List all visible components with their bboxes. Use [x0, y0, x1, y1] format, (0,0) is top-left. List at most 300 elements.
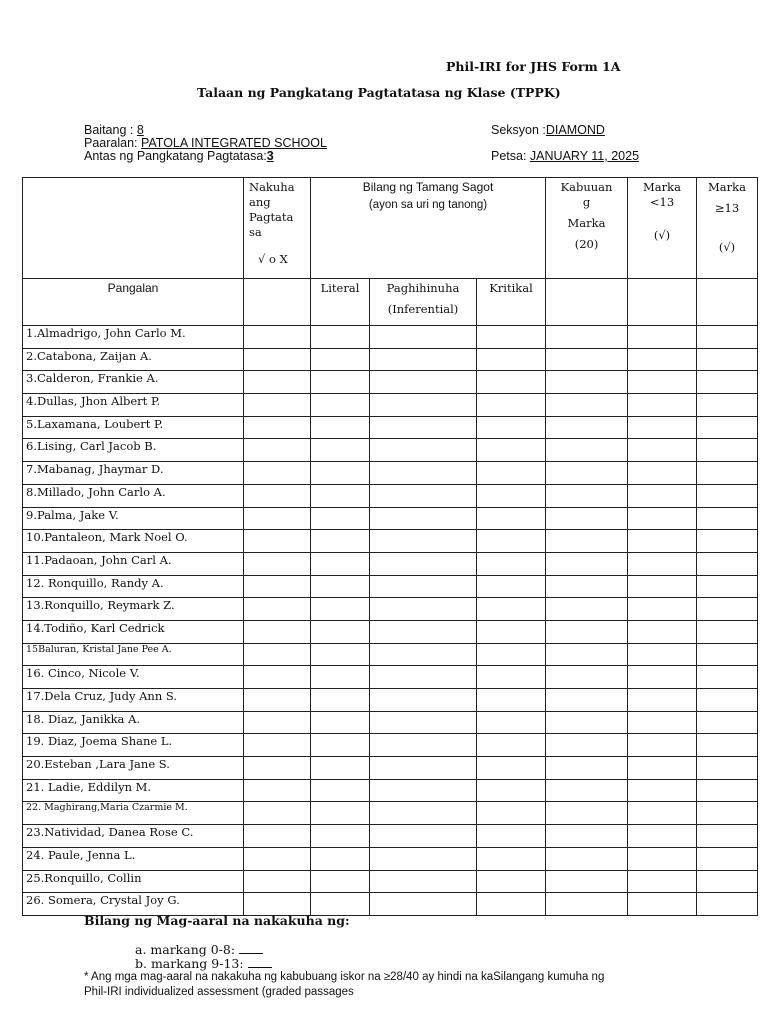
student-name: 5.Laxamana, Loubert P. — [23, 416, 244, 439]
kritikal-cell[interactable] — [477, 620, 546, 643]
marka-ge13-cell[interactable] — [697, 643, 758, 666]
paghihinuha-cell[interactable] — [370, 439, 477, 462]
nakuha-cell[interactable] — [244, 734, 311, 757]
marka-lt13-cell[interactable] — [628, 825, 697, 848]
nakuha-line: ang — [249, 195, 271, 209]
marka-ge13-cell[interactable] — [697, 666, 758, 689]
header-row — [23, 178, 758, 279]
marka-lt13-cell[interactable] — [628, 598, 697, 621]
kritikal-cell[interactable] — [477, 779, 546, 802]
student-row — [23, 757, 758, 780]
paghihinuha-cell[interactable] — [370, 689, 477, 712]
literal-cell[interactable] — [311, 734, 370, 757]
student-name: 14.Todiño, Karl Cedrick — [23, 620, 244, 643]
paghihinuha-cell[interactable] — [370, 394, 477, 417]
petsa-value: JANUARY 11, 2025 — [529, 149, 640, 163]
paghihinuha-cell[interactable] — [370, 326, 477, 349]
subheader-blank-cell — [546, 279, 628, 326]
marka-ge13-cell[interactable] — [697, 779, 758, 802]
marka-ge13-cell[interactable] — [697, 870, 758, 893]
kritikal-cell[interactable] — [477, 847, 546, 870]
student-row — [23, 893, 758, 916]
nakuha-check-mark: √ o X — [258, 252, 288, 266]
student-row — [23, 530, 758, 553]
marka-lt13-cell[interactable] — [628, 371, 697, 394]
student-name: 8.Millado, John Carlo A. — [23, 484, 244, 507]
marka-ge13-line: ≥13 — [714, 201, 740, 215]
student-row — [23, 734, 758, 757]
nakuha-cell[interactable] — [244, 484, 311, 507]
antas-value: 3 — [266, 149, 274, 163]
student-name: 21. Ladie, Eddilyn M. — [23, 779, 244, 802]
student-row — [23, 507, 758, 530]
kabuuan-cell[interactable] — [546, 575, 628, 598]
kritikal-cell[interactable] — [477, 598, 546, 621]
paghihinuha-cell[interactable] — [370, 757, 477, 780]
literal-cell[interactable] — [311, 507, 370, 530]
marka-ge13-cell[interactable] — [697, 439, 758, 462]
student-name: 17.Dela Cruz, Judy Ann S. — [23, 689, 244, 712]
marka-ge13-cell[interactable] — [697, 575, 758, 598]
student-row — [23, 666, 758, 689]
antas-label: Antas ng Pangkatang Pagtatasa: — [84, 149, 267, 163]
form-title: Phil-IRI for JHS Form 1A — [446, 59, 621, 74]
student-row — [23, 847, 758, 870]
petsa-field — [491, 149, 639, 163]
student-name: 10.Pantaleon, Mark Noel O. — [23, 530, 244, 553]
paghihinuha-label: Paghihinuha — [386, 281, 460, 295]
marka-lt13-cell[interactable] — [628, 666, 697, 689]
marka-lt13-header — [628, 178, 697, 279]
kritikal-cell[interactable] — [477, 394, 546, 417]
nakuha-cell[interactable] — [244, 575, 311, 598]
kritikal-cell[interactable] — [477, 666, 546, 689]
literal-cell[interactable] — [311, 552, 370, 575]
marka-ge13-cell[interactable] — [697, 825, 758, 848]
nakuha-cell[interactable] — [244, 348, 311, 371]
student-rows — [23, 326, 758, 916]
literal-cell[interactable] — [311, 598, 370, 621]
paghihinuha-cell[interactable] — [370, 825, 477, 848]
kritikal-cell[interactable] — [477, 530, 546, 553]
bilang-subtitle: (ayon sa uri ng tanong) — [368, 199, 488, 211]
kabuuan-cell[interactable] — [546, 643, 628, 666]
item-a-blank[interactable] — [239, 941, 263, 954]
seksyon-field — [491, 123, 605, 137]
kritikal-cell[interactable] — [477, 484, 546, 507]
marka-ge13-check: (√) — [718, 240, 736, 254]
marka-lt13-cell[interactable] — [628, 552, 697, 575]
nakuha-cell[interactable] — [244, 802, 311, 825]
nakuha-header — [244, 178, 311, 279]
student-row — [23, 870, 758, 893]
kabuuan-cell[interactable] — [546, 484, 628, 507]
literal-cell[interactable] — [311, 666, 370, 689]
kritikal-cell[interactable] — [477, 689, 546, 712]
student-row — [23, 348, 758, 371]
student-row — [23, 371, 758, 394]
nakuha-cell[interactable] — [244, 416, 311, 439]
paghihinuha-cell[interactable] — [370, 507, 477, 530]
kritikal-cell[interactable] — [477, 552, 546, 575]
literal-cell[interactable] — [311, 348, 370, 371]
marka-ge13-cell[interactable] — [697, 802, 758, 825]
nakuha-line: sa — [249, 225, 262, 239]
paghihinuha-cell[interactable] — [370, 484, 477, 507]
main-title: Talaan ng Pangkatang Pagtatatasa ng Klase (TPPK) — [197, 85, 561, 100]
marka-ge13-cell[interactable] — [697, 348, 758, 371]
student-row — [23, 825, 758, 848]
marka-lt13-cell[interactable] — [628, 439, 697, 462]
nakuha-cell[interactable] — [244, 643, 311, 666]
marka-ge13-header — [697, 178, 758, 279]
literal-cell[interactable] — [311, 462, 370, 485]
item-a-label: a. markang 0-8: — [135, 942, 240, 957]
student-row — [23, 689, 758, 712]
petsa-label: Petsa: — [491, 149, 530, 163]
literal-cell[interactable] — [311, 847, 370, 870]
marka-lt13-cell[interactable] — [628, 326, 697, 349]
student-row — [23, 575, 758, 598]
paghihinuha-cell[interactable] — [370, 348, 477, 371]
marka-lt13-cell[interactable] — [628, 870, 697, 893]
marka-ge13-cell[interactable] — [697, 394, 758, 417]
marka-lt13-line: <13 — [649, 195, 675, 209]
student-row — [23, 711, 758, 734]
student-name: 24. Paule, Jenna L. — [23, 847, 244, 870]
antas-field — [84, 149, 274, 163]
nakuha-cell[interactable] — [244, 326, 311, 349]
marka-ge13-cell[interactable] — [697, 620, 758, 643]
paghihinuha-cell[interactable] — [370, 847, 477, 870]
kritikal-cell[interactable] — [477, 439, 546, 462]
marka-ge13-cell[interactable] — [697, 847, 758, 870]
subheader-blank-cell — [244, 279, 311, 326]
nakuha-cell[interactable] — [244, 462, 311, 485]
nakuha-cell[interactable] — [244, 666, 311, 689]
kabuuan-cell[interactable] — [546, 802, 628, 825]
seksyon-value: DIAMOND — [545, 123, 605, 137]
paghihinuha-cell[interactable] — [370, 598, 477, 621]
nakuha-cell[interactable] — [244, 552, 311, 575]
kritikal-cell[interactable] — [477, 825, 546, 848]
literal-cell[interactable] — [311, 371, 370, 394]
nakuha-cell[interactable] — [244, 507, 311, 530]
kabuuan-cell[interactable] — [546, 416, 628, 439]
nakuha-cell[interactable] — [244, 394, 311, 417]
literal-cell[interactable] — [311, 779, 370, 802]
item-b-blank[interactable] — [248, 955, 272, 968]
literal-cell[interactable] — [311, 689, 370, 712]
seksyon-label: Seksyon : — [491, 123, 546, 137]
kritikal-cell[interactable] — [477, 416, 546, 439]
paghihinuha-cell[interactable] — [370, 802, 477, 825]
kritikal-cell[interactable] — [477, 870, 546, 893]
kabuuan-cell[interactable] — [546, 689, 628, 712]
item-b-label: b. markang 9-13: — [135, 956, 248, 971]
paghihinuha-cell[interactable] — [370, 575, 477, 598]
literal-cell[interactable] — [311, 757, 370, 780]
marka-lt13-cell[interactable] — [628, 757, 697, 780]
literal-header — [311, 279, 370, 326]
marka-ge13-cell[interactable] — [697, 484, 758, 507]
literal-cell[interactable] — [311, 416, 370, 439]
student-row — [23, 326, 758, 349]
marka-lt13-line — [628, 210, 696, 228]
marka-lt13-check: (√) — [653, 228, 671, 242]
student-name: 25.Ronquillo, Collin — [23, 870, 244, 893]
kritikal-cell[interactable] — [477, 371, 546, 394]
student-name: 26. Somera, Crystal Joy G. — [23, 893, 244, 916]
marka-lt13-cell[interactable] — [628, 394, 697, 417]
literal-cell[interactable] — [311, 394, 370, 417]
kabuuan-cell[interactable] — [546, 666, 628, 689]
kabuuan-cell[interactable] — [546, 326, 628, 349]
paghihinuha-cell[interactable] — [370, 371, 477, 394]
nakuha-cell[interactable] — [244, 893, 311, 916]
subheader-blank-cell — [628, 279, 697, 326]
student-name: 16. Cinco, Nicole V. — [23, 666, 244, 689]
student-name: 6.Lising, Carl Jacob B. — [23, 439, 244, 462]
marka-lt13-cell[interactable] — [628, 348, 697, 371]
literal-cell[interactable] — [311, 530, 370, 553]
kritikal-cell[interactable] — [477, 893, 546, 916]
paghihinuha-cell[interactable] — [370, 462, 477, 485]
pangalan-label: Pangalan — [107, 281, 159, 295]
marka-lt13-cell[interactable] — [628, 507, 697, 530]
literal-cell[interactable] — [311, 870, 370, 893]
student-name: 19. Diaz, Joema Shane L. — [23, 734, 244, 757]
student-row — [23, 484, 758, 507]
nakuha-line: Pagtata — [249, 210, 294, 224]
tppk-table — [22, 177, 758, 916]
student-name: 20.Esteban ,Lara Jane S. — [23, 757, 244, 780]
marka-ge13-cell[interactable] — [697, 530, 758, 553]
kabuuan-cell[interactable] — [546, 530, 628, 553]
kabuuan-header — [546, 178, 628, 279]
marka-lt13-cell[interactable] — [628, 847, 697, 870]
marka-ge13-cell[interactable] — [697, 734, 758, 757]
student-name: 3.Calderon, Frankie A. — [23, 371, 244, 394]
literal-cell[interactable] — [311, 825, 370, 848]
nakuha-cell[interactable] — [244, 439, 311, 462]
subheader-row — [23, 279, 758, 326]
marka-ge13-cell[interactable] — [697, 371, 758, 394]
kritikal-cell[interactable] — [477, 711, 546, 734]
kabuuan-line: Marka — [567, 216, 606, 230]
student-name: 2.Catabona, Zaijan A. — [23, 348, 244, 371]
student-name: 12. Ronquillo, Randy A. — [23, 575, 244, 598]
pangalan-header — [23, 279, 244, 326]
student-row — [23, 598, 758, 621]
kabuuan-cell[interactable] — [546, 825, 628, 848]
item-b — [135, 955, 272, 971]
kabuuan-cell[interactable] — [546, 552, 628, 575]
nakuha-line: Nakuha — [249, 180, 295, 194]
marka-ge13-cell[interactable] — [697, 507, 758, 530]
marka-lt13-cell[interactable] — [628, 643, 697, 666]
nakuha-cell[interactable] — [244, 757, 311, 780]
kabuuan-cell[interactable] — [546, 598, 628, 621]
kabuuan-line: (20) — [574, 237, 599, 251]
nakuha-cell[interactable] — [244, 598, 311, 621]
nakuha-cell[interactable] — [244, 689, 311, 712]
marka-lt13-cell[interactable] — [628, 530, 697, 553]
kabuuan-cell[interactable] — [546, 779, 628, 802]
inferential-label: (Inferential) — [387, 302, 459, 316]
kritikal-cell[interactable] — [477, 462, 546, 485]
student-row — [23, 416, 758, 439]
paghihinuha-cell[interactable] — [370, 893, 477, 916]
kritikal-cell[interactable] — [477, 734, 546, 757]
kabuuan-line: Kabuuan — [560, 180, 613, 194]
marka-ge13-cell[interactable] — [697, 711, 758, 734]
nakuha-cell[interactable] — [244, 847, 311, 870]
marka-ge13-cell[interactable] — [697, 326, 758, 349]
marka-lt13-cell[interactable] — [628, 893, 697, 916]
student-name: 7.Mabanag, Jhaymar D. — [23, 462, 244, 485]
marka-lt13-cell[interactable] — [628, 484, 697, 507]
kritikal-label: Kritikal — [489, 281, 533, 295]
paaralan-field — [84, 136, 327, 150]
paghihinuha-cell[interactable] — [370, 870, 477, 893]
marka-ge13-cell[interactable] — [697, 552, 758, 575]
nakuha-line — [249, 240, 310, 252]
kritikal-cell[interactable] — [477, 643, 546, 666]
student-name: 13.Ronquillo, Reymark Z. — [23, 598, 244, 621]
nakuha-cell[interactable] — [244, 530, 311, 553]
student-name: 11.Padaoan, John Carl A. — [23, 552, 244, 575]
marka-ge13-line — [697, 216, 757, 240]
marka-ge13-cell[interactable] — [697, 598, 758, 621]
kritikal-cell[interactable] — [477, 757, 546, 780]
student-row — [23, 462, 758, 485]
kabuuan-cell[interactable] — [546, 348, 628, 371]
nakuha-cell[interactable] — [244, 711, 311, 734]
student-row — [23, 779, 758, 802]
literal-cell[interactable] — [311, 711, 370, 734]
header-blank-cell — [23, 178, 244, 279]
baitang-label: Baitang : — [84, 123, 137, 137]
marka-lt13-cell[interactable] — [628, 416, 697, 439]
marka-lt13-line: Marka — [643, 180, 681, 194]
kabuuan-cell[interactable] — [546, 394, 628, 417]
kabuuan-cell[interactable] — [546, 711, 628, 734]
nakuha-cell[interactable] — [244, 371, 311, 394]
marka-lt13-cell[interactable] — [628, 462, 697, 485]
kabuuan-cell[interactable] — [546, 870, 628, 893]
paaralan-label: Paaralan: — [84, 136, 141, 150]
student-row — [23, 552, 758, 575]
marka-lt13-cell[interactable] — [628, 575, 697, 598]
paghihinuha-cell[interactable] — [370, 552, 477, 575]
literal-cell[interactable] — [311, 484, 370, 507]
student-name: 15Baluran, Kristal Jane Pee A. — [23, 643, 244, 666]
marka-ge13-cell[interactable] — [697, 416, 758, 439]
marka-ge13-cell[interactable] — [697, 757, 758, 780]
kabuuan-cell[interactable] — [546, 893, 628, 916]
paghihinuha-cell[interactable] — [370, 711, 477, 734]
footer-heading: Bilang ng Mag-aaral na nakakuha ng: — [84, 913, 350, 928]
kabuuan-line: g — [582, 195, 591, 209]
nakuha-cell[interactable] — [244, 779, 311, 802]
kritikal-header — [477, 279, 546, 326]
paghihinuha-cell[interactable] — [370, 530, 477, 553]
kabuuan-cell[interactable] — [546, 734, 628, 757]
paghihinuha-cell[interactable] — [370, 666, 477, 689]
footnote-line-2: Phil-IRI individualized assessment (graded passages — [84, 986, 354, 998]
bilang-title: Bilang ng Tamang Sagot — [362, 180, 494, 194]
literal-cell[interactable] — [311, 802, 370, 825]
student-name: 4.Dullas, Jhon Albert P. — [23, 394, 244, 417]
marka-ge13-cell[interactable] — [697, 689, 758, 712]
kabuuan-cell[interactable] — [546, 507, 628, 530]
paghihinuha-cell[interactable] — [370, 734, 477, 757]
paghihinuha-header — [370, 279, 477, 326]
literal-cell[interactable] — [311, 326, 370, 349]
kritikal-cell[interactable] — [477, 326, 546, 349]
marka-ge13-cell[interactable] — [697, 462, 758, 485]
marka-lt13-cell[interactable] — [628, 689, 697, 712]
marka-lt13-cell[interactable] — [628, 711, 697, 734]
student-row — [23, 802, 758, 825]
student-name: 1.Almadrigo, John Carlo M. — [23, 326, 244, 349]
kabuuan-cell[interactable] — [546, 439, 628, 462]
kabuuan-cell[interactable] — [546, 371, 628, 394]
marka-lt13-cell[interactable] — [628, 734, 697, 757]
literal-cell[interactable] — [311, 893, 370, 916]
marka-lt13-cell[interactable] — [628, 779, 697, 802]
paghihinuha-cell[interactable] — [370, 779, 477, 802]
student-name: 18. Diaz, Janikka A. — [23, 711, 244, 734]
paghihinuha-cell[interactable] — [370, 643, 477, 666]
marka-lt13-cell[interactable] — [628, 620, 697, 643]
student-name: 23.Natividad, Danea Rose C. — [23, 825, 244, 848]
literal-cell[interactable] — [311, 620, 370, 643]
marka-lt13-cell[interactable] — [628, 802, 697, 825]
marka-ge13-cell[interactable] — [697, 893, 758, 916]
paghihinuha-cell[interactable] — [370, 416, 477, 439]
literal-label: Literal — [320, 281, 360, 295]
kabuuan-cell[interactable] — [546, 620, 628, 643]
literal-cell[interactable] — [311, 439, 370, 462]
literal-cell[interactable] — [311, 643, 370, 666]
nakuha-cell[interactable] — [244, 870, 311, 893]
kabuuan-cell[interactable] — [546, 847, 628, 870]
paghihinuha-cell[interactable] — [370, 620, 477, 643]
kritikal-cell[interactable] — [477, 348, 546, 371]
nakuha-cell[interactable] — [244, 620, 311, 643]
literal-cell[interactable] — [311, 575, 370, 598]
baitang-value: 8 — [136, 123, 144, 137]
subheader-blank-cell — [697, 279, 758, 326]
kritikal-cell[interactable] — [477, 575, 546, 598]
marka-ge13-line: Marka — [708, 180, 746, 194]
paaralan-value: PATOLA INTEGRATED SCHOOL — [140, 136, 327, 150]
footnote-line-1: * Ang mga mag-aaral na nakakuha ng kabubuang iskor na ≥28/40 ay hindi na kaSilangang kumuha ng — [84, 971, 605, 983]
student-name: 22. Maghirang,Maria Czarmie M. — [23, 802, 244, 825]
kritikal-cell[interactable] — [477, 802, 546, 825]
student-row — [23, 394, 758, 417]
kabuuan-cell[interactable] — [546, 757, 628, 780]
kritikal-cell[interactable] — [477, 507, 546, 530]
student-row — [23, 439, 758, 462]
baitang-field — [84, 123, 144, 137]
student-row — [23, 620, 758, 643]
student-row — [23, 643, 758, 666]
kabuuan-cell[interactable] — [546, 462, 628, 485]
nakuha-cell[interactable] — [244, 825, 311, 848]
